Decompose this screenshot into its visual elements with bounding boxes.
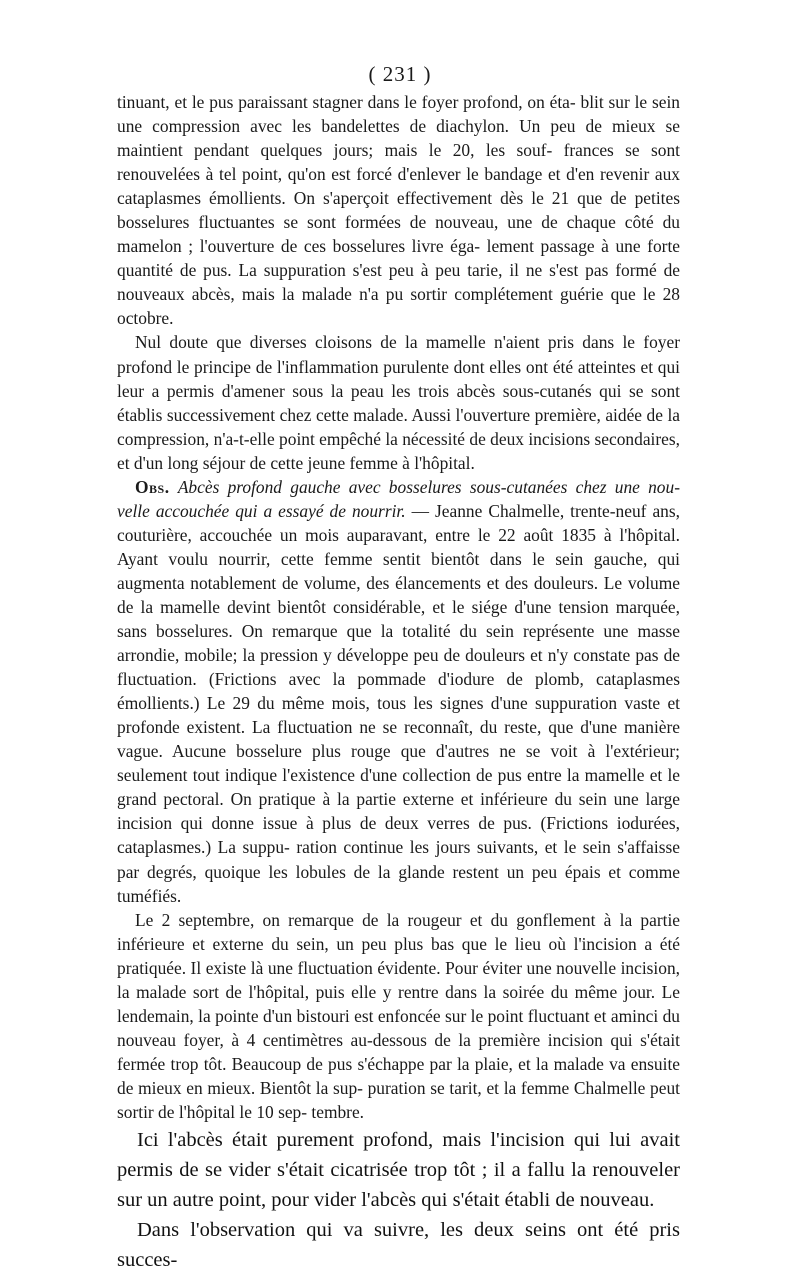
observation-label: Obs. [135,476,170,497]
conclusion-paragraph: Ici l'abcès était purement profond, mais l'incision qui lui avait permis de se vider s'était cicatrisée trop tôt ; il a fallu la renouveler sur un autre point, pour vider l'abcès qui s'était établi de nouveau. [117,1129,680,1212]
next-observation-intro: Dans l'observation qui va suivre, les deux seins ont été pris succes- [117,1219,680,1272]
observation-title: Abcès profond gauche avec bosselures sous-cutanées chez une nou- velle accouchée qui a essayé de nourrir. [117,476,680,521]
body-text [117,90,680,1275]
paragraph-commentary: Nul doute que diverses cloisons de la mamelle n'aient pris dans le foyer profond le principe de l'inflammation purulente dont elles ont été atteintes et qui leur a permis d'amener sous la peau les trois abcès sous-cutanés qui se sont établis successivement chez cette malade. Aussi l'ouverture première, aidée de la compression, n'a-t-elle point empêché la nécessité de deux incisions secondaires, et d'un long séjour de cette jeune femme à l'hôpital. [117,332,680,473]
observation-paragraph [117,475,680,908]
observation-body: — Jeanne Chalmelle, trente-neuf ans, couturière, accouchée un mois auparavant, entre le 22 août 1835 à l'hôpital. Ayant voulu nourrir, cette femme sentit bientôt dans le sein gauche, qui augmenta notablement de volume, des élancements et des douleurs. Le volume de la mamelle devint bientôt considérable, et le siége d'une tension marquée, sans bosselures. On remarque que la totalité du sein représente une masse arrondie, mobile; la pression y développe peu de douleurs et n'y constate pas de fluctuation. (Frictions avec la pommade d'iodure de plomb, cataplasmes émollients.) Le 29 du même mois, tous les signes d'une suppuration vaste et profonde existent. La fluctuation ne se reconnaît, du reste, que d'une manière vague. Aucune bosselure plus rouge que d'autres ne se voit à l'extérieur; seulement tout indique l'existence d'une collection de pus entre la mamelle et le grand pectoral. On pratique à la partie externe et inférieure du sein une large incision qui donne issue à plus de deux verres de pus. (Frictions iodurées, cataplasmes.) La suppu- ration continue les jours suivants, et le sein s'affaisse par degrés, quoique les lobules de la glande restent un peu épais et comme tuméfiés. [117,500,680,906]
page-number: ( 231 ) [368,62,432,86]
paragraph-continued: tinuant, et le pus paraissant stagner dans le foyer profond, on éta- blit sur le sein une compression avec les bandelettes de diachylon. Un peu de mieux se maintient pendant quelques jours; mais le 20, les souf- frances se sont renouvelées à tel point, qu'on est forcé d'enlever le bandage et d'en revenir aux cataplasmes émollients. On s'aperçoit effectivement dès le 21 que de petites bosselures fluctuantes se sont formées de nouveau, une de chaque côté du mamelon ; l'ouverture de ces bosselures livre éga- lement passage à une forte quantité de pus. La suppuration s'est peu à peu tarie, il ne s'est pas formé de nouveaux abcès, mais la malade n'a pu sortir complétement guérie que le 28 octobre. [117,92,680,329]
observation-continuation: Le 2 septembre, on remarque de la rougeur et du gonflement à la partie inférieure et externe du sein, un peu plus bas que le lieu où l'incision a été pratiquée. Il existe là une fluctuation évidente. Pour éviter une nouvelle incision, la malade sort de l'hôpital, puis elle y rentre dans la soirée du même jour. Le lendemain, la pointe d'un bistouri est enfoncée sur le point fluctuant et aminci du nouveau foyer, à 4 centimètres au-dessous de la première incision qui s'était fermée trop tôt. Beaucoup de pus s'échappe par la plaie, et la malade va ensuite de mieux en mieux. Bientôt la sup- puration se tarit, et la femme Chalmelle peut sortir de l'hôpital le 10 sep- tembre. [117,909,680,1122]
